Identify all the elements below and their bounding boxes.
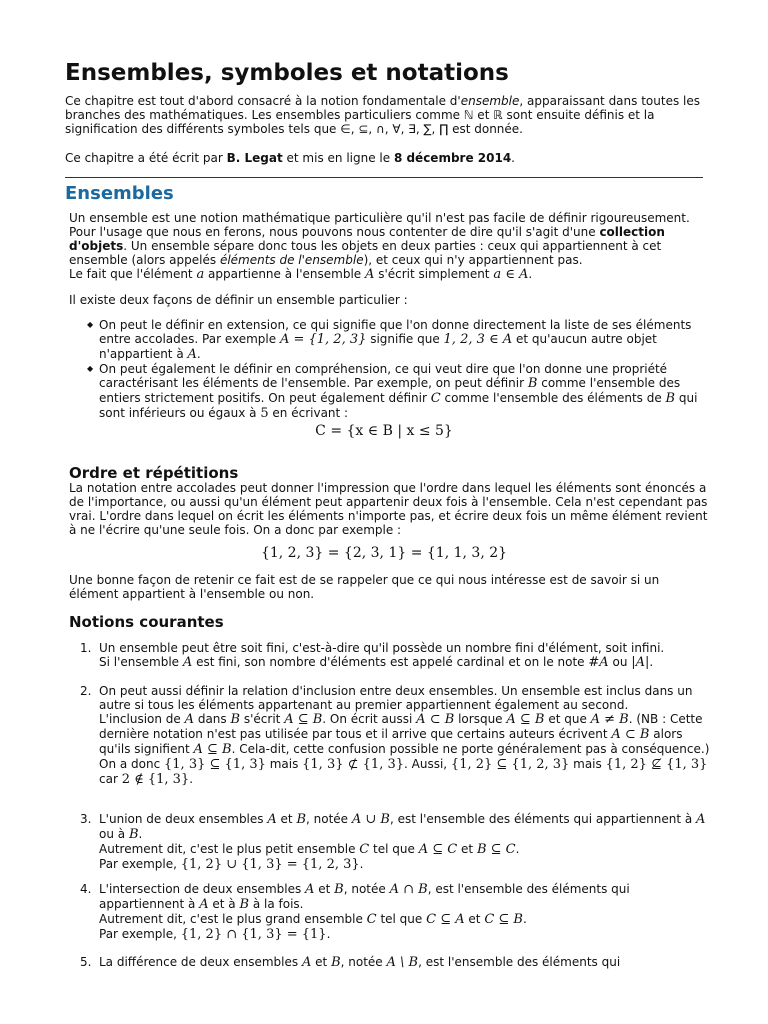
ordre-paragraph-1: La notation entre accolades peut donner l'impression que l'ordre dans lequel les éléments sont énoncés a de l'importance, ou aussi qu'un élément peut appartenir deux fois à l'ensemble. Cela n'est cependant pas vrai. L'ordre dans lequel on écrit les éléments n'importe pas, et écrire deux fois un même élément revient à ne l'écrire qu'une seule fois. On a donc par exemple :	[69, 481, 708, 537]
ordre-paragraph-2: Une bonne façon de retenir ce fait est de se rappeler que ce qui nous intéresse est de savoir si un élément appartient à l'ensemble ou non.	[69, 573, 660, 601]
bullet-icon: ◆	[87, 320, 94, 329]
section-heading-ensembles: Ensembles	[65, 183, 174, 204]
definition-methods-list	[85, 318, 710, 421]
bullet-icon: ◆	[87, 364, 94, 373]
list-item: 2. On peut aussi définir la relation d'inclusion entre deux ensembles. Un ensemble est inclus dans un autre si tous les éléments appartenant au premier appartiennent également au second. L'inclusion de A dans B s'écrit A ⊆ B. On écrit aussi A ⊂ B lorsque A ⊆ B et que A ≠ B. (NB : Cette dernière notation n'est pas utilisée par tous et il arrive que certains auteurs écrivent A ⊂ B alors qu'ils signifient A ⊆ B. Cela-dit, cette confusion possible ne porte généralement pas à conséquence.) On a donc {1, 3} ⊆ {1, 3} mais {1, 3} ⊄ {1, 3}. Aussi, {1, 2} ⊆ {1, 2, 3} mais {1, 2} ⊈ {1, 3} car 2 ∉ {1, 3}.	[80, 684, 710, 787]
ensembles-paragraph-1: Un ensemble est une notion mathématique particulière qu'il n'est pas facile de définir rigoureusement. Pour l'usage que nous en ferons, nous pouvons nous contenter de dire qu'il s'agit d'une collection d'objets. Un ensemble sépare donc tous les objets en deux parties : ceux qui appartiennent à cet ensemble (alors appelés éléments de l'ensemble), et ceux qui n'y appartiennent pas. Le fait que l'élément a appartienne à l'ensemble A s'écrit simplement a ∈ A.	[69, 211, 690, 282]
notions-list	[80, 641, 710, 670]
publication-date: 8 décembre 2014	[393, 151, 512, 165]
notions-list	[80, 882, 710, 942]
page-title: Ensembles, symboles et notations	[65, 60, 509, 86]
list-item: 3. L'union de deux ensembles A et B, notée A ∪ B, est l'ensemble des éléments qui appartiennent à A ou à B. Autrement dit, c'est le plus petit ensemble C tel que A ⊆ C et B ⊆ C. Par exemple, {1, 2} ∪ {1, 3} = {1, 2, 3}.	[80, 812, 706, 872]
notions-list	[80, 812, 710, 872]
intro-paragraph: Ce chapitre est tout d'abord consacré à la notion fondamentale d'ensemble, apparaissant dans toutes les branches des mathématiques. Les ensembles particuliers comme ℕ et ℝ sont ensuite définis et la signification des différents symboles tels que ∈, ⊆, ∩, ∀, ∃, ∑, ∏ est donnée.	[65, 94, 700, 136]
ensembles-paragraph-2: Il existe deux façons de définir un ensemble particulier :	[69, 293, 408, 307]
display-formula-c: C = {x ∈ B | x ≤ 5}	[315, 423, 453, 439]
author-name: B. Legat	[226, 151, 283, 165]
section-divider	[65, 177, 703, 178]
display-formula-ordre: {1, 2, 3} = {2, 3, 1} = {1, 1, 3, 2}	[260, 545, 508, 561]
notions-list	[80, 955, 710, 970]
notions-list	[80, 684, 710, 787]
list-item: ◆ On peut également le définir en compréhension, ce qui veut dire que l'on donne une propriété caractérisant les éléments de l'ensemble. Par exemple, on peut définir B comme l'ensemble des entiers strictement positifs. On peut également définir C comme l'ensemble des éléments de B qui sont inférieurs ou égaux à 5 en écrivant :	[87, 362, 698, 421]
list-item: 1. Un ensemble peut être soit fini, c'est-à-dire qu'il possède un nombre fini d'élément, soit infini. Si l'ensemble A est fini, son nombre d'éléments est appelé cardinal et on le note #A ou |A|.	[80, 641, 665, 670]
list-item: 5. La différence de deux ensembles A et B, notée A \ B, est l'ensemble des éléments qui	[80, 955, 621, 970]
section-heading-notions: Notions courantes	[69, 613, 224, 631]
section-heading-ordre: Ordre et répétitions	[69, 464, 239, 482]
byline: Ce chapitre a été écrit par B. Legat et mis en ligne le 8 décembre 2014.	[65, 151, 515, 165]
list-item: ◆ On peut le définir en extension, ce qui signifie que l'on donne directement la liste de ses éléments entre accolades. Par exemple A = {1, 2, 3} signifie que 1, 2, 3 ∈ A et qu'aucun autre objet n'appartient à A.	[87, 318, 692, 362]
list-item: 4. L'intersection de deux ensembles A et B, notée A ∩ B, est l'ensemble des éléments qui appartiennent à A et à B à la fois. Autrement dit, c'est le plus grand ensemble C tel que C ⊆ A et C ⊆ B. Par exemple, {1, 2} ∩ {1, 3} = {1}.	[80, 882, 630, 942]
